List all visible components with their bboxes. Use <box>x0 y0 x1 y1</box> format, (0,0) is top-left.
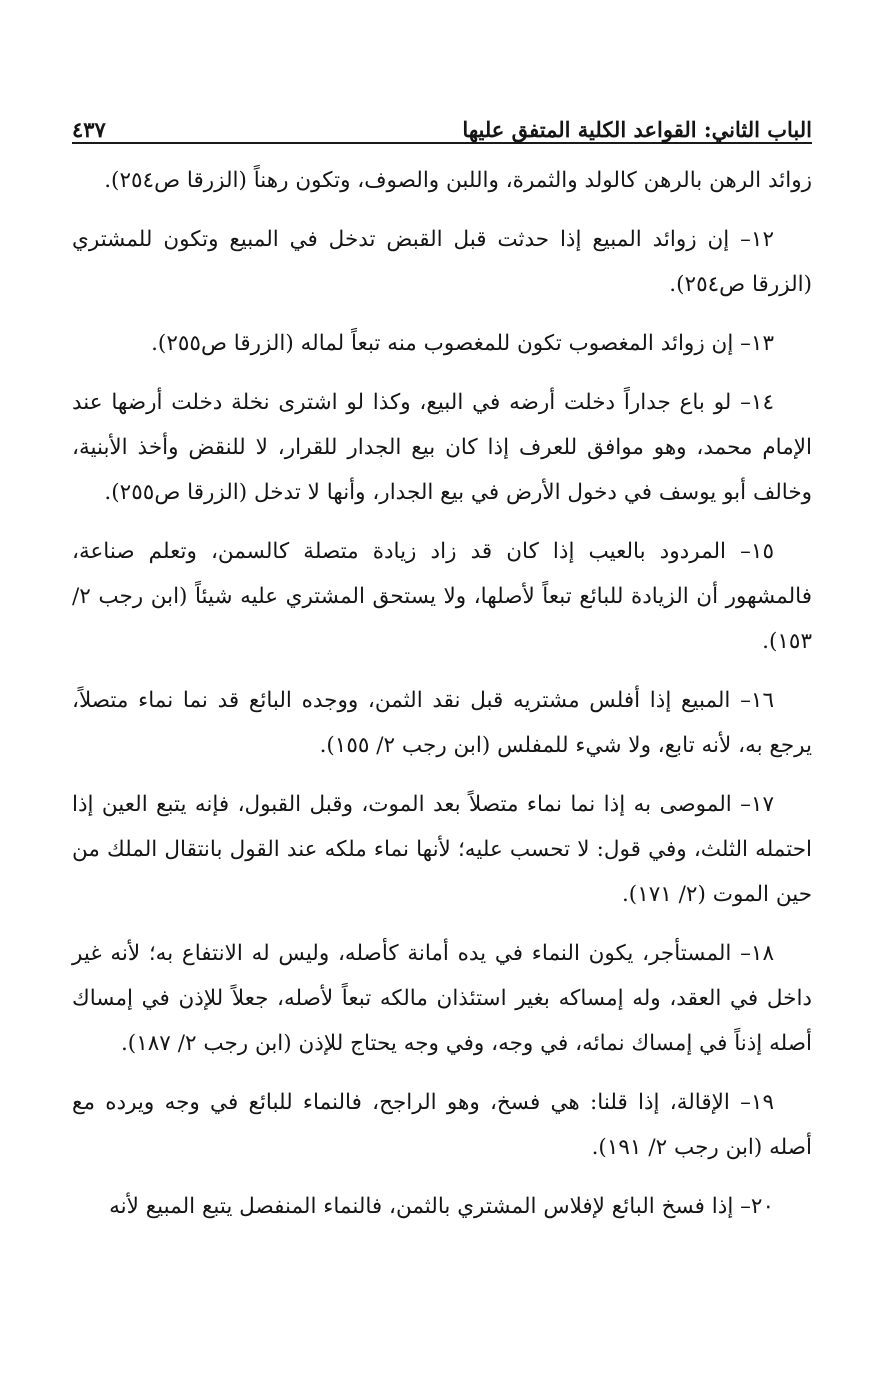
paragraph-17 <box>72 782 812 917</box>
paragraph-text: زوائد الرهن بالرهن كالولد والثمرة، واللبن والصوف، وتكون رهناً (الزرقا ص٢٥٤). <box>104 168 812 193</box>
paragraph-16 <box>72 678 812 768</box>
paragraph-text: الموصى به إذا نما نماء متصلاً بعد الموت، وقبل القبول، فإنه يتبع العين إذا احتمله الثلث، وفي قول: لا تحسب عليه؛ لأنها نماء ملكه عند القول بانتقال الملك من حين الموت (٢/ ١٧١). <box>72 792 812 907</box>
paragraph-text: الإقالة، إذا قلنا: هي فسخ، وهو الراجح، فالنماء للبائع في وجه ويرده مع أصله (ابن رجب ٢/ ١٩١). <box>72 1090 812 1160</box>
paragraph-number: ١٨– <box>731 941 774 966</box>
paragraph-text: المستأجر، يكون النماء في يده أمانة كأصله، وليس له الانتفاع به؛ لأنه غير داخل في العقد، وله إمساكه بغير استئذان مالكه تبعاً لأصله، جعلاً للإذن في إمساك أصله إذناً في إمساك نمائه، في وجه، وفي وجه يحتاج للإذن (ابن رجب ٢/ ١٨٧). <box>72 941 812 1056</box>
running-header <box>72 104 812 144</box>
paragraph-14 <box>72 380 812 515</box>
paragraph-12 <box>72 217 812 307</box>
paragraph-text: المبيع إذا أفلس مشتريه قبل نقد الثمن، ووجده البائع قد نما نماء متصلاً، يرجع به، لأنه تابع، ولا شيء للمفلس (ابن رجب ٢/ ١٥٥). <box>72 688 812 758</box>
page-number: ٤٣٧ <box>72 117 106 142</box>
paragraph-15 <box>72 529 812 664</box>
paragraph-number: ١٩– <box>729 1090 774 1115</box>
paragraph-number: ١٢– <box>729 227 775 252</box>
paragraph-text: لو باع جداراً دخلت أرضه في البيع، وكذا لو اشترى نخلة دخلت أرضها عند الإمام محمد، وهو موافق للعرف إذا كان بيع الجدار للقرار، لا للنقض وأخذ الأبنية، وخالف أبو يوسف في دخول الأرض في بيع الجدار، وأنها لا تدخل (الزرقا ص٢٥٥). <box>72 390 812 505</box>
paragraph-13 <box>72 321 812 366</box>
paragraph-number: ١٦– <box>730 688 775 713</box>
paragraph-number: ١٧– <box>731 792 774 817</box>
paragraph-continuation <box>72 158 812 203</box>
paragraph-number: ١٣– <box>733 331 774 356</box>
chapter-title: الباب الثاني: القواعد الكلية المتفق عليها <box>462 117 812 142</box>
paragraph-text: إن زوائد المبيع إذا حدثت قبل القبض تدخل في المبيع وتكون للمشتري (الزرقا ص٢٥٤). <box>72 227 812 297</box>
paragraph-number: ٢٠– <box>733 1194 774 1219</box>
page-body <box>72 158 812 1229</box>
paragraph-text: إن زوائد المغصوب تكون للمغصوب منه تبعاً لماله (الزرقا ص٢٥٥). <box>151 331 734 356</box>
paragraph-20 <box>72 1184 812 1229</box>
paragraph-number: ١٥– <box>726 539 774 564</box>
paragraph-number: ١٤– <box>731 390 774 415</box>
paragraph-18 <box>72 931 812 1066</box>
paragraph-19 <box>72 1080 812 1170</box>
book-page <box>72 104 812 1243</box>
paragraph-text: إذا فسخ البائع لإفلاس المشتري بالثمن، فالنماء المنفصل يتبع المبيع لأنه <box>109 1194 734 1219</box>
paragraph-text: المردود بالعيب إذا كان قد زاد زيادة متصلة كالسمن، وتعلم صناعة، فالمشهور أن الزيادة للبائع تبعاً لأصلها، ولا يستحق المشتري عليه شيئاً (ابن رجب ٢/ ١٥٣). <box>72 539 812 654</box>
